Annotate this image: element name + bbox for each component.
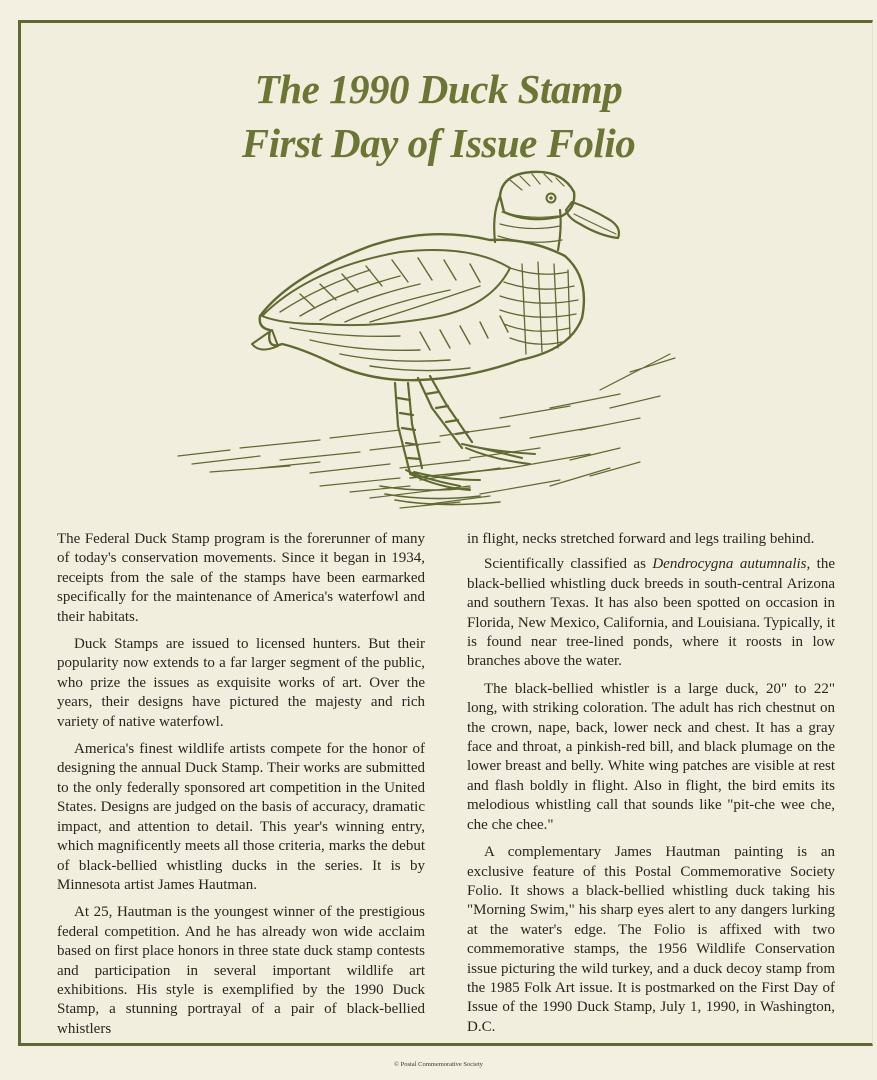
paragraph: Duck Stamps are issued to licensed hunters. But their popularity now extends to a far larger segment of the public, who prize the issues as exquisite works of art. Over the years, their designs have pictured the majesty and rich variety of native waterfowl. bbox=[57, 636, 425, 730]
title-line-1: The 1990 Duck Stamp bbox=[254, 66, 623, 112]
page-title bbox=[0, 62, 877, 170]
duck-head bbox=[500, 172, 574, 219]
right-column bbox=[467, 530, 835, 1045]
duck-legs bbox=[395, 376, 472, 473]
duck-bill bbox=[566, 202, 619, 238]
left-column bbox=[57, 530, 425, 1047]
duck-body bbox=[260, 234, 584, 380]
title-line-2: First Day of Issue Folio bbox=[241, 120, 636, 166]
paragraph: The Federal Duck Stamp program is the forerunner of many of today's conservation movements. Since it began in 1934, receipts from the sale of the stamps have been earmarked specifically for the maintenance of America's waterfowl and their habitats. bbox=[57, 531, 425, 625]
paragraph: A complementary James Hautman painting is an exclusive feature of this Postal Commemorative Society Folio. It shows a black-bellied whistling duck taking his "Morning Swim," his sharp eyes alert to any dangers lurking at the water's edge. The Folio is affixed with two commemorative stamps, the 1956 Wildlife Conservation issue picturing the wild turkey, and a duck decoy stamp from the 1985 Folk Art issue. It is postmarked on the First Day of Issue of the 1990 Duck Stamp, July 1, 1990, in Washington, D.C. bbox=[467, 844, 835, 1035]
paragraph: America's finest wildlife artists compete for the honor of designing the annual Duck Stamp. Their works are submitted to the only federally sponsored art competition in the United States. Designs are judged on the basis of accuracy, dramatic impact, and attention to detail. This year's winning entry, which magnificently meets all those criteria, marks the debut of black-bellied whistling ducks in the series. It is by Minnesota artist James Hautman. bbox=[57, 741, 425, 893]
text-run: the black-bellied whistling duck breeds in south-central Arizona and southern Texas. It has also been spotted on occasion in Florida, New Mexico, California, and Louisiana. Typically, it is found near tree-lined ponds, where it roosts in low branches above the water. bbox=[467, 556, 835, 670]
paragraph-continuation: in flight, necks stretched forward and legs trailing behind. bbox=[467, 531, 815, 547]
paragraph: The black-bellied whistler is a large duck, 20" to 22" long, with striking coloration. The adult has rich chestnut on the crown, nape, back, lower neck and chest. It has a gray face and throat, a pinkish-red bill, and black plumage on the lower breast and belly. White wing patches are visible at rest and flash boldly in flight. Also in flight, the bird emits its melodious whistling call that sounds like "pit-che wee che, che che chee." bbox=[467, 680, 835, 833]
paragraph bbox=[467, 555, 835, 671]
text-run: Scientifically classified as bbox=[484, 556, 653, 573]
ground-hatching bbox=[178, 354, 675, 508]
paragraph: At 25, Hautman is the youngest winner of the prestigious federal competition. And he has already won wide acclaim based on first place honors in three state duck stamp contests and participation in several important wildlife art exhibitions. His style is exemplified by the 1990 Duck Stamp, a stunning portrayal of a pair of black-bellied whistlers bbox=[57, 904, 425, 1037]
duck-illustration bbox=[170, 168, 680, 518]
scientific-name: Dendrocygna autumnalis, bbox=[652, 556, 811, 573]
copyright-footer: © Postal Commemorative Society bbox=[394, 1061, 483, 1068]
duck-wing bbox=[262, 250, 510, 325]
duck-tail bbox=[252, 330, 278, 350]
